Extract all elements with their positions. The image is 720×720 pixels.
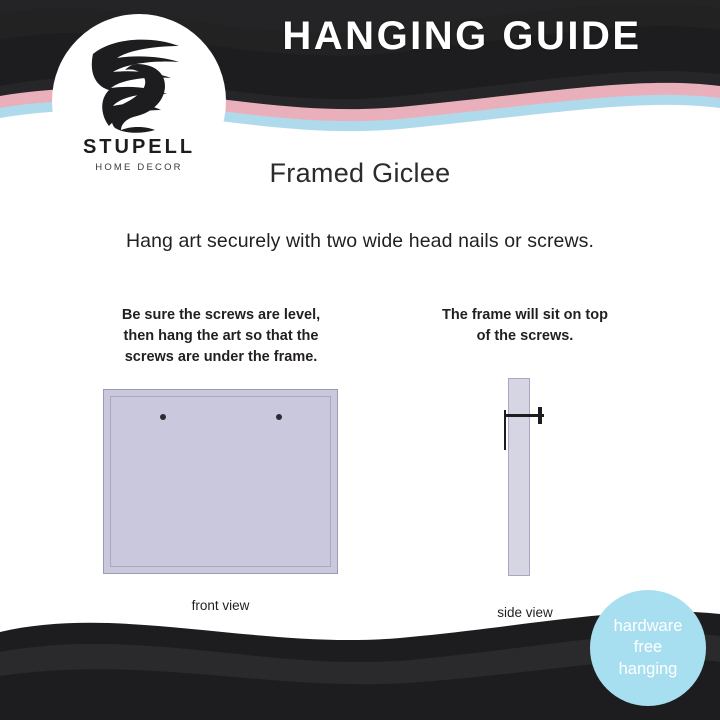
logo-badge bbox=[52, 14, 226, 188]
screw-head-icon bbox=[538, 407, 542, 424]
front-caption-line-2: then hang the art so that the bbox=[123, 328, 319, 345]
front-caption-line-3: screws are under the frame. bbox=[124, 349, 318, 366]
side-caption-line-2: of the screws. bbox=[476, 328, 574, 345]
screw-dot-left-icon bbox=[160, 414, 166, 420]
hardware-free-badge bbox=[590, 590, 706, 706]
page-title: HANGING GUIDE bbox=[282, 14, 642, 58]
swoosh-s-logo-icon bbox=[87, 38, 191, 141]
badge-line-2: free bbox=[633, 638, 663, 657]
badge-line-3: hanging bbox=[618, 659, 678, 678]
brand-name: STUPELL bbox=[82, 136, 196, 158]
screw-dot-right-icon bbox=[276, 414, 282, 420]
front-view-caption-block bbox=[78, 305, 364, 368]
front-view-frame-diagram bbox=[103, 389, 338, 574]
brand-subtitle: HOME DECOR bbox=[95, 162, 183, 173]
product-type-heading: Framed Giclee bbox=[269, 158, 451, 188]
badge-line-1: hardware bbox=[613, 617, 683, 636]
front-view-label: front view bbox=[191, 598, 250, 613]
side-view-frame-diagram bbox=[508, 378, 530, 576]
frame-inner-border bbox=[110, 396, 331, 567]
side-caption-line-1: The frame will sit on top bbox=[442, 307, 608, 323]
side-view-caption-block bbox=[398, 305, 652, 347]
main-instruction-text: Hang art securely with two wide head nails or screws. bbox=[125, 230, 595, 252]
front-caption-line-1: Be sure the screws are level, bbox=[121, 307, 321, 323]
side-view-label: side view bbox=[497, 605, 553, 620]
